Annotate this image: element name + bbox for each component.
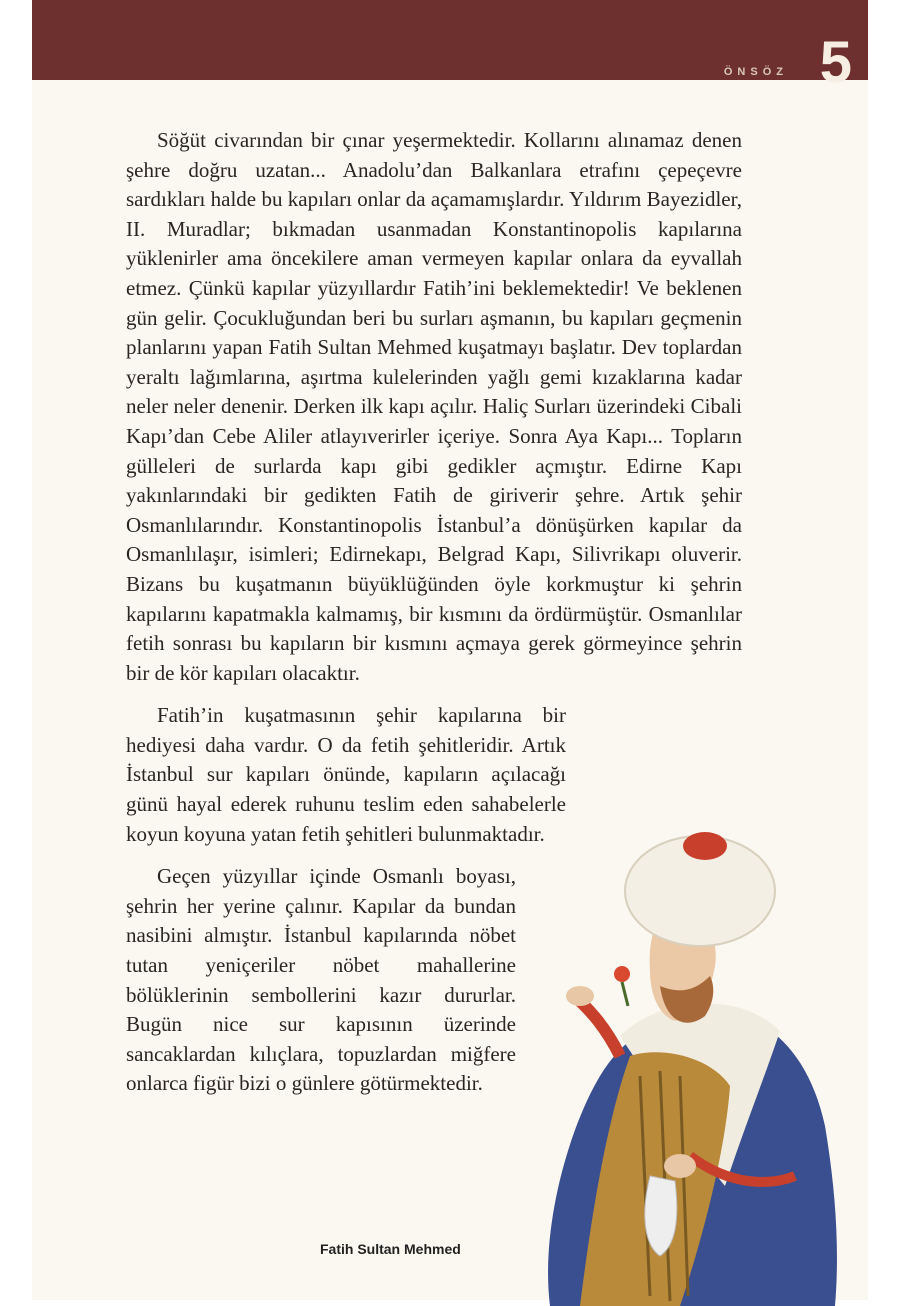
paragraph-3: Geçen yüzyıllar içinde Osmanlı boyası, şehrin her yerine çalınır. Kapılar da bundan nasibini almıştır. İstanbul kapılarında nöbet tutan yeniçeriler nöbet mahallerine bölüklerinin sembollerini kazır dururlar. Bugün nice sur kapısının üzerinde sancaklardan kılıçlara, topuzlardan miğfere onlarca figür bizi o günlere götürmektedir. <box>126 864 516 1096</box>
paragraph-1: Söğüt civarından bir çınar yeşermektedir. Kollarını alınamaz denen şehre doğru uzatan... Anadolu’dan Balkanlara etrafını çepeçevre sardıkları halde bu kapıları onlar da açamamışlardır. Yıldırım Bayezidler, II. Muradlar; bıkmadan usanmadan Konstantinopolis kapılarına yüklenirler ama öncekilere aman vermeyen kapılar onlara da eyvallah etmez. Çünkü kapılar yüzyıllardır Fatih’ini beklemektedir! Ve beklenen gün gelir. Çocukluğundan beri bu surları aşmanın, bu kapıları geçmenin planlarını yapan Fatih Sultan Mehmed kuşatmayı başlatır. Dev toplardan yeraltı lağımlarına, aşırtma kulelerinden yağlı gemi kızaklarına kadar neler neler denenir. Derken ilk kapı açılır. Haliç Surları üzerindeki Cibali Kapı’dan Cebe Aliler atlayıverirler içeriye. Sonra Aya Kapı... Topların gülleleri de surlarda kapı gibi gedikler açmıştır. Edirne Kapı yakınlarındaki bir gedikten Fatih de giriverir şehre. Artık şehir Osmanlılarındır. Konstantinopolis İstanbul’a dönüşürken kapılar da Osmanlılaşır, isimleri; Edirnekapı, Belgrad Kapı, Silivrikapı oluverir. Bizans bu kuşatmanın büyüklüğünden öyle korkmuştur ki şehrin kapılarını kapatmakla kalmamış, bir kısmını da ördürmüştür. Osmanlılar fetih sonrası bu kapıların bir kısmını açmaya gerek görmeyince şehrin bir de kör kapıları olacaktır. <box>126 128 742 685</box>
figure-caption: Fatih Sultan Mehmed <box>320 1241 461 1257</box>
section-label: ÖNSÖZ <box>723 66 788 78</box>
sultan-portrait-illustration <box>510 826 840 1306</box>
paragraph-2: Fatih’in kuşatmasının şehir kapılarına bir hediyesi daha vardır. O da fetih şehitleridir. Artık İstanbul sur kapıları önünde, kapıların açılacağı günü hayal ederek ruhunu teslim eden sahabelerle koyun koyuna yatan fetih şehitleri bulunmaktadır. <box>126 703 566 846</box>
header-band <box>32 0 868 95</box>
page-number: 5 <box>819 30 852 95</box>
